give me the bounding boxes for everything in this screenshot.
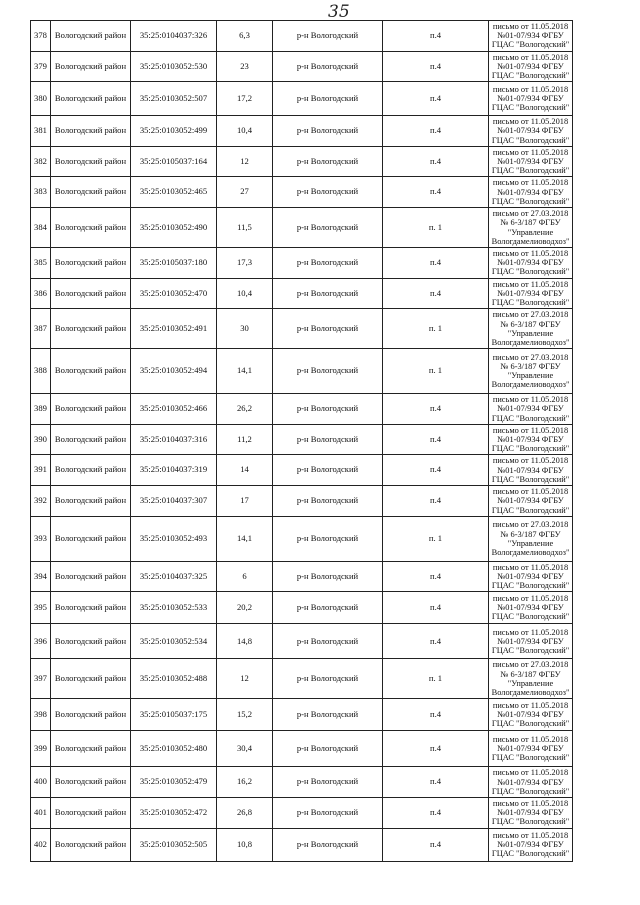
- note-cell: письмо от 11.05.2018 №01-07/934 ФГБУ ГЦАС "Вологодский": [489, 699, 573, 731]
- cadastral-number: 35:25:0104037:316: [131, 424, 217, 455]
- clause-cell: п.4: [383, 82, 489, 116]
- table-row: [31, 624, 573, 659]
- note-cell: письмо от 27.03.2018 № 6-3/187 ФГБУ "Управление Вологдамелиоводхоз": [489, 208, 573, 248]
- area-cell: 14,8: [217, 624, 273, 659]
- table-row: [31, 177, 573, 208]
- district-cell: Вологодский район: [51, 116, 131, 147]
- note-cell: письмо от 11.05.2018 №01-07/934 ФГБУ ГЦАС "Вологодский": [489, 116, 573, 147]
- location-cell: р-н Вологодский: [273, 208, 383, 248]
- location-cell: р-н Вологодский: [273, 309, 383, 349]
- note-cell: письмо от 11.05.2018 №01-07/934 ФГБУ ГЦАС "Вологодский": [489, 561, 573, 592]
- area-cell: 12: [217, 146, 273, 177]
- clause-cell: п.4: [383, 624, 489, 659]
- area-cell: 14,1: [217, 516, 273, 561]
- table-row: [31, 248, 573, 279]
- area-cell: 14: [217, 455, 273, 486]
- cadastral-number: 35:25:0104037:319: [131, 455, 217, 486]
- clause-cell: п. 1: [383, 659, 489, 699]
- area-cell: 17: [217, 486, 273, 517]
- district-cell: Вологодский район: [51, 561, 131, 592]
- area-cell: 6,3: [217, 21, 273, 52]
- note-cell: письмо от 11.05.2018 №01-07/934 ФГБУ ГЦАС "Вологодский": [489, 767, 573, 798]
- row-number: 384: [31, 208, 51, 248]
- district-cell: Вологодский район: [51, 828, 131, 861]
- clause-cell: п.4: [383, 486, 489, 517]
- row-number: 387: [31, 309, 51, 349]
- location-cell: р-н Вологодский: [273, 699, 383, 731]
- table-row: [31, 309, 573, 349]
- cadastral-number: 35:25:0104037:326: [131, 21, 217, 52]
- note-cell: письмо от 27.03.2018 № 6-3/187 ФГБУ "Управление Вологдамелиоводхоз": [489, 309, 573, 349]
- area-cell: 16,2: [217, 767, 273, 798]
- note-cell: письмо от 11.05.2018 №01-07/934 ФГБУ ГЦАС "Вологодский": [489, 21, 573, 52]
- district-cell: Вологодский район: [51, 177, 131, 208]
- note-cell: письмо от 11.05.2018 №01-07/934 ФГБУ ГЦАС "Вологодский": [489, 394, 573, 425]
- district-cell: Вологодский район: [51, 659, 131, 699]
- row-number: 379: [31, 51, 51, 82]
- location-cell: р-н Вологодский: [273, 82, 383, 116]
- note-cell: письмо от 11.05.2018 №01-07/934 ФГБУ ГЦАС "Вологодский": [489, 51, 573, 82]
- location-cell: р-н Вологодский: [273, 592, 383, 624]
- clause-cell: п. 1: [383, 349, 489, 394]
- note-cell: письмо от 11.05.2018 №01-07/934 ФГБУ ГЦАС "Вологодский": [489, 828, 573, 861]
- table-row: [31, 278, 573, 309]
- table-row: [31, 561, 573, 592]
- location-cell: р-н Вологодский: [273, 659, 383, 699]
- location-cell: р-н Вологодский: [273, 278, 383, 309]
- row-number: 383: [31, 177, 51, 208]
- note-cell: письмо от 11.05.2018 №01-07/934 ФГБУ ГЦАС "Вологодский": [489, 797, 573, 828]
- location-cell: р-н Вологодский: [273, 486, 383, 517]
- district-cell: Вологодский район: [51, 146, 131, 177]
- clause-cell: п.4: [383, 116, 489, 147]
- table-row: [31, 21, 573, 52]
- cadastral-number: 35:25:0103052:533: [131, 592, 217, 624]
- area-cell: 10,8: [217, 828, 273, 861]
- table-row: [31, 51, 573, 82]
- note-cell: письмо от 11.05.2018 №01-07/934 ФГБУ ГЦАС "Вологодский": [489, 486, 573, 517]
- location-cell: р-н Вологодский: [273, 624, 383, 659]
- table-row: [31, 731, 573, 767]
- area-cell: 11,5: [217, 208, 273, 248]
- row-number: 402: [31, 828, 51, 861]
- district-cell: Вологодский район: [51, 248, 131, 279]
- cadastral-number: 35:25:0103052:530: [131, 51, 217, 82]
- clause-cell: п.4: [383, 424, 489, 455]
- district-cell: Вологодский район: [51, 424, 131, 455]
- cadastral-number: 35:25:0105037:180: [131, 248, 217, 279]
- table-row: [31, 699, 573, 731]
- district-cell: Вологодский район: [51, 624, 131, 659]
- district-cell: Вологодский район: [51, 699, 131, 731]
- cadastral-number: 35:25:0105037:164: [131, 146, 217, 177]
- cadastral-number: 35:25:0103052:505: [131, 828, 217, 861]
- location-cell: р-н Вологодский: [273, 177, 383, 208]
- cadastral-number: 35:25:0103052:490: [131, 208, 217, 248]
- location-cell: р-н Вологодский: [273, 349, 383, 394]
- area-cell: 26,2: [217, 394, 273, 425]
- table-row: [31, 486, 573, 517]
- clause-cell: п.4: [383, 177, 489, 208]
- location-cell: р-н Вологодский: [273, 116, 383, 147]
- cadastral-number: 35:25:0104037:307: [131, 486, 217, 517]
- district-cell: Вологодский район: [51, 82, 131, 116]
- row-number: 382: [31, 146, 51, 177]
- cadastral-number: 35:25:0103052:488: [131, 659, 217, 699]
- location-cell: р-н Вологодский: [273, 146, 383, 177]
- note-cell: письмо от 11.05.2018 №01-07/934 ФГБУ ГЦАС "Вологодский": [489, 592, 573, 624]
- row-number: 380: [31, 82, 51, 116]
- area-cell: 10,4: [217, 116, 273, 147]
- table-row: [31, 208, 573, 248]
- note-cell: письмо от 11.05.2018 №01-07/934 ФГБУ ГЦАС "Вологодский": [489, 455, 573, 486]
- clause-cell: п. 1: [383, 516, 489, 561]
- note-cell: письмо от 11.05.2018 №01-07/934 ФГБУ ГЦАС "Вологодский": [489, 278, 573, 309]
- clause-cell: п.4: [383, 592, 489, 624]
- clause-cell: п.4: [383, 767, 489, 798]
- cadastral-number: 35:25:0103052:494: [131, 349, 217, 394]
- table-row: [31, 797, 573, 828]
- table-row: [31, 424, 573, 455]
- clause-cell: п.4: [383, 21, 489, 52]
- clause-cell: п. 1: [383, 309, 489, 349]
- table-row: [31, 767, 573, 798]
- location-cell: р-н Вологодский: [273, 248, 383, 279]
- district-cell: Вологодский район: [51, 486, 131, 517]
- clause-cell: п.4: [383, 699, 489, 731]
- cadastral-number: 35:25:0103052:470: [131, 278, 217, 309]
- clause-cell: п.4: [383, 561, 489, 592]
- row-number: 388: [31, 349, 51, 394]
- cadastral-number: 35:25:0103052:507: [131, 82, 217, 116]
- cadastral-number: 35:25:0103052:465: [131, 177, 217, 208]
- location-cell: р-н Вологодский: [273, 731, 383, 767]
- row-number: 378: [31, 21, 51, 52]
- table-row: [31, 455, 573, 486]
- table-row: [31, 828, 573, 861]
- cadastral-number: 35:25:0103052:493: [131, 516, 217, 561]
- clause-cell: п.4: [383, 51, 489, 82]
- note-cell: письмо от 27.03.2018 № 6-3/187 ФГБУ "Управление Вологдамелиоводхоз": [489, 516, 573, 561]
- clause-cell: п.4: [383, 248, 489, 279]
- area-cell: 14,1: [217, 349, 273, 394]
- note-cell: письмо от 27.03.2018 № 6-3/187 ФГБУ "Управление Вологдамелиоводхоз": [489, 349, 573, 394]
- row-number: 397: [31, 659, 51, 699]
- row-number: 385: [31, 248, 51, 279]
- row-number: 399: [31, 731, 51, 767]
- district-cell: Вологодский район: [51, 309, 131, 349]
- row-number: 394: [31, 561, 51, 592]
- area-cell: 26,8: [217, 797, 273, 828]
- note-cell: письмо от 11.05.2018 №01-07/934 ФГБУ ГЦАС "Вологодский": [489, 624, 573, 659]
- row-number: 381: [31, 116, 51, 147]
- district-cell: Вологодский район: [51, 21, 131, 52]
- table-row: [31, 394, 573, 425]
- district-cell: Вологодский район: [51, 731, 131, 767]
- cadastral-number: 35:25:0103052:479: [131, 767, 217, 798]
- cadastral-number: 35:25:0103052:499: [131, 116, 217, 147]
- district-cell: Вологодский район: [51, 278, 131, 309]
- note-cell: письмо от 11.05.2018 №01-07/934 ФГБУ ГЦАС "Вологодский": [489, 146, 573, 177]
- row-number: 400: [31, 767, 51, 798]
- cadastral-number: 35:25:0103052:480: [131, 731, 217, 767]
- page-number: 35: [328, 2, 350, 22]
- location-cell: р-н Вологодский: [273, 767, 383, 798]
- note-cell: письмо от 11.05.2018 №01-07/934 ФГБУ ГЦАС "Вологодский": [489, 731, 573, 767]
- district-cell: Вологодский район: [51, 516, 131, 561]
- note-cell: письмо от 27.03.2018 № 6-3/187 ФГБУ "Управление Вологдамелиоводхоз": [489, 659, 573, 699]
- location-cell: р-н Вологодский: [273, 516, 383, 561]
- row-number: 392: [31, 486, 51, 517]
- row-number: 391: [31, 455, 51, 486]
- cadastral-number: 35:25:0103052:472: [131, 797, 217, 828]
- clause-cell: п.4: [383, 278, 489, 309]
- table-row: [31, 116, 573, 147]
- note-cell: письмо от 11.05.2018 №01-07/934 ФГБУ ГЦАС "Вологодский": [489, 424, 573, 455]
- area-cell: 23: [217, 51, 273, 82]
- table-row: [31, 82, 573, 116]
- district-cell: Вологодский район: [51, 767, 131, 798]
- area-cell: 6: [217, 561, 273, 592]
- area-cell: 17,2: [217, 82, 273, 116]
- row-number: 398: [31, 699, 51, 731]
- area-cell: 12: [217, 659, 273, 699]
- cadastral-number: 35:25:0104037:325: [131, 561, 217, 592]
- location-cell: р-н Вологодский: [273, 51, 383, 82]
- clause-cell: п.4: [383, 394, 489, 425]
- row-number: 396: [31, 624, 51, 659]
- cadastral-number: 35:25:0103052:466: [131, 394, 217, 425]
- cadastral-number: 35:25:0103052:534: [131, 624, 217, 659]
- district-cell: Вологодский район: [51, 208, 131, 248]
- district-cell: Вологодский район: [51, 51, 131, 82]
- district-cell: Вологодский район: [51, 797, 131, 828]
- area-cell: 30: [217, 309, 273, 349]
- table-row: [31, 516, 573, 561]
- row-number: 389: [31, 394, 51, 425]
- area-cell: 11,2: [217, 424, 273, 455]
- area-cell: 15,2: [217, 699, 273, 731]
- district-cell: Вологодский район: [51, 455, 131, 486]
- district-cell: Вологодский район: [51, 349, 131, 394]
- area-cell: 10,4: [217, 278, 273, 309]
- clause-cell: п. 1: [383, 208, 489, 248]
- district-cell: Вологодский район: [51, 394, 131, 425]
- clause-cell: п.4: [383, 797, 489, 828]
- note-cell: письмо от 11.05.2018 №01-07/934 ФГБУ ГЦАС "Вологодский": [489, 177, 573, 208]
- location-cell: р-н Вологодский: [273, 394, 383, 425]
- land-plots-table: [30, 20, 573, 862]
- location-cell: р-н Вологодский: [273, 424, 383, 455]
- table-row: [31, 659, 573, 699]
- clause-cell: п.4: [383, 828, 489, 861]
- location-cell: р-н Вологодский: [273, 561, 383, 592]
- clause-cell: п.4: [383, 731, 489, 767]
- area-cell: 30,4: [217, 731, 273, 767]
- clause-cell: п.4: [383, 146, 489, 177]
- area-cell: 17,3: [217, 248, 273, 279]
- district-cell: Вологодский район: [51, 592, 131, 624]
- row-number: 390: [31, 424, 51, 455]
- location-cell: р-н Вологодский: [273, 455, 383, 486]
- row-number: 386: [31, 278, 51, 309]
- row-number: 393: [31, 516, 51, 561]
- area-cell: 20,2: [217, 592, 273, 624]
- row-number: 401: [31, 797, 51, 828]
- table-row: [31, 349, 573, 394]
- area-cell: 27: [217, 177, 273, 208]
- cadastral-number: 35:25:0103052:491: [131, 309, 217, 349]
- location-cell: р-н Вологодский: [273, 21, 383, 52]
- cadastral-number: 35:25:0105037:175: [131, 699, 217, 731]
- table-row: [31, 146, 573, 177]
- location-cell: р-н Вологодский: [273, 828, 383, 861]
- location-cell: р-н Вологодский: [273, 797, 383, 828]
- table-row: [31, 592, 573, 624]
- note-cell: письмо от 11.05.2018 №01-07/934 ФГБУ ГЦАС "Вологодский": [489, 248, 573, 279]
- note-cell: письмо от 11.05.2018 №01-07/934 ФГБУ ГЦАС "Вологодский": [489, 82, 573, 116]
- row-number: 395: [31, 592, 51, 624]
- clause-cell: п.4: [383, 455, 489, 486]
